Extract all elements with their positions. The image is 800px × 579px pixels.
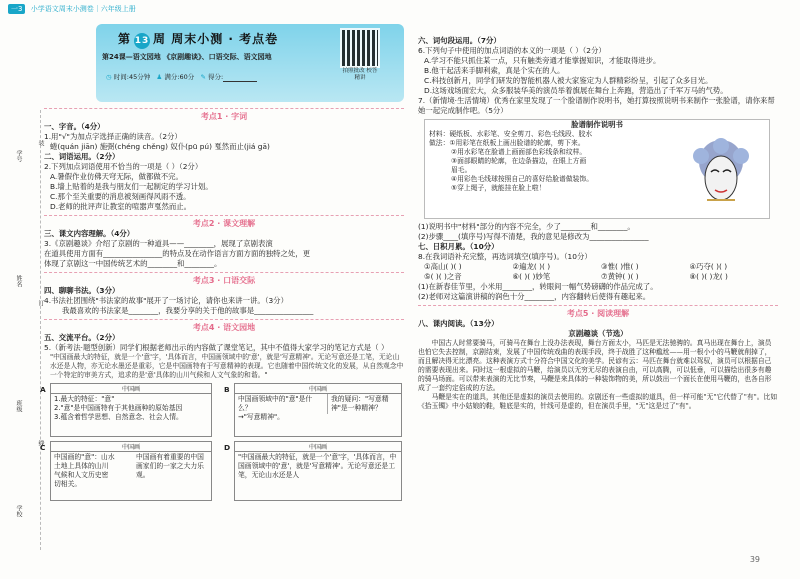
note-box-d[interactable] [234, 441, 402, 501]
running-header [8, 4, 136, 14]
student-id-label: 学号 [15, 150, 22, 162]
section-heading-5: 考点5 · 阅读理解 [566, 309, 630, 318]
left-column [40, 108, 404, 501]
manual-title: 脸谱制作说明书 [571, 120, 623, 129]
q8-instruction: 8.在我词语补充完整，再选词填空(填序号)。（10分） [418, 252, 592, 261]
q3-line-2[interactable]: 在道具使用方面有________________的特点及在动作语言方面方面的独特之处，更 [44, 249, 311, 258]
q8-sub-2[interactable]: (2)老师对这篇演讲稿的润色十分________，内容翻转后使得有趣起来。 [418, 292, 651, 301]
q6-option-b[interactable]: B.他干起活来手脚利索，真是个实在的人。 [424, 66, 565, 75]
clock-icon: ◷ [106, 73, 112, 81]
mask-manual-box [424, 119, 770, 219]
note-box-a[interactable] [50, 383, 212, 437]
cut-mark-1: 装 [37, 140, 44, 146]
q5-quote: "中国画最大的特征，就是一个'意'字，'具体而言，中国画领域中的'意'，就是'写意精神'。无论写意还是工笔，无论山水还是人物，亦无论水墨还是重彩，它是中国画特有于写意精神的表现。它也随着中国传统文化的发展，从自然观念中一个特定的审美方式，追求的是'意'具体的山川气候和人文气象的和谐。" [50, 353, 404, 379]
idiom-blank-7[interactable]: ⑦黄钟( )( ) [601, 272, 639, 281]
passage-paragraph-2: 马鞭是实在的道具，其他还是虚拟的演员去使用的。京剧还有一些虚拟的道具，但一样可能"无"它代替了"有"。比如《拾玉镯》中小姑娘的鞋，鞋底是实的，针线可是虚的，但在演员手里，"无"这是过了"有"。 [418, 393, 778, 410]
note-box-b-tag: B [224, 385, 230, 394]
idiom-blank-2[interactable]: ②遍龙( )( ) [512, 262, 551, 271]
manual-line: 眉毛。 [451, 166, 472, 174]
section-heading-1: 考点1 · 字词 [200, 112, 248, 121]
manual-steps [425, 130, 669, 193]
note-box-b[interactable] [234, 383, 402, 437]
q1-instruction: 1.用"√"为加点字选择正确的读音。（2分） [44, 132, 182, 141]
manual-line: ③面部眼睛的轮廓，在边条描边，在眼上方画 [451, 157, 587, 165]
q2-option-b[interactable]: B.墙上贴着的是我与朋友们一起制定的学习计划。 [50, 182, 213, 191]
cut-mark-3: 线 [37, 440, 44, 446]
manual-line: 材料：硬纸板、水彩笔、安全剪刀、彩色毛线段、胶水 [429, 130, 593, 138]
q6-option-c[interactable]: C.科技创新月，同学们研发的智能机器人被大家鉴定为人群精彩纷呈，引起了众多目光。 [424, 76, 713, 85]
q1-heading: 一、字音。（4分） [44, 122, 105, 131]
q3-heading: 三、课文内容理解。（4分） [44, 229, 135, 238]
note-box-a-head: 中国画 [51, 384, 211, 394]
q6-option-a[interactable]: A.学习不能只抓住某一点，只有触类旁通才能掌握知识，才能取得进步。 [424, 56, 661, 65]
title-prefix: 第 [118, 32, 132, 46]
q5-note-boxes [40, 383, 404, 501]
q7-sub-1[interactable]: (1)说明书中"材料"部分的内容不完全，少了________和________。 [418, 222, 635, 231]
idiom-blank-5[interactable]: ⑤( )( )之音 [424, 272, 462, 281]
page-number: 39 [749, 555, 760, 564]
name-label: 姓名 [15, 275, 22, 287]
manual-line: ⑤穿上绳子，就能挂在脸上啦！ [451, 184, 546, 192]
q1-options[interactable]: 蜷(quán jiān) 施弼(chéng chěng) 奴仆(pū pú) 戛然而止(jiá gā) [50, 142, 270, 151]
section-heading-4: 考点4 · 语文园地 [192, 323, 256, 332]
q8-sub-1[interactable]: (1)在新春佳节里，小米用________，转眼间一幅气势磅礴的作品完成了。 [418, 282, 658, 291]
passage-paragraph-1: 中国古人时常要骑马，可骑马在舞台上没办法表现，舞台方面太小，马匹是无法驰骋的。真马出现在舞台上，演员也怕它失去控制，京剧结束，发展了中国传统戏曲的表现手段，终于战胜了这种尴尬——用一根小小的马鞭就削掉了，而且解决得无比漂亮。这种表演方式十分符合中国文化的美学。民谚有云：马匹在舞台就难以驾驭，演员可以根据自己的需要表现出来。同时这一根虚拟的马鞭，给演员以无穷无尽的表演自由，可以高腾，可以低垂，可以描绘出很多有趣的骑马场面。可以带来表演的无比节奏，马鞭是来具体的一种装饰物的美，所以鼓出一个面长在使用马鞭的，也各自形成了一套约定俗成的方法。 [418, 339, 772, 392]
note-box-b-head: 中国画 [235, 384, 401, 394]
q2-instruction: 2.下列加点词语使用不恰当的一项是（ ）（2分） [44, 162, 203, 171]
banner-subtitle: 第24课—语文园地 《京剧趣谈》、口语交际、语文园地 [102, 53, 272, 61]
note-box-c-tag: C [40, 443, 46, 452]
q2-option-a[interactable]: A.暑假作业仿佛天穹无际，做都做不完。 [50, 172, 183, 181]
note-box-d-tag: D [224, 443, 231, 452]
school-label: 学校 [15, 505, 22, 517]
section-heading-2: 考点2 · 课文理解 [192, 219, 256, 228]
q4-heading: 四、聊聊书法。（3分） [44, 286, 120, 295]
note-box-a-tag: A [40, 385, 46, 394]
q2-option-d[interactable]: D.老师的批评声让教室的喧嚣声戛然而止。 [50, 202, 192, 211]
section-heading-3: 考点3 · 口语交际 [192, 276, 256, 285]
passage-title: 京剧趣谈（节选） [568, 329, 628, 338]
q4-instruction: 4.书法社团围绕"书法家的故事"展开了一场讨论，请你也来讲一讲。（3分） [44, 296, 288, 305]
page-title [118, 30, 278, 49]
q7-instruction: 7.（新情境·生活情境）优秀在家里发现了一个脸谱制作说明书，她打算按照说明书来制作一张脸谱，请你来帮她一起完成制作吧。（5分） [418, 96, 775, 115]
manual-line: ②用水彩笔在脸谱上画面部色彩线条和纹样。 [451, 148, 587, 156]
banner-meta [106, 72, 257, 82]
manual-line: 做法：①用彩笔在纸板上画出脸谱的轮廓，剪下来。 [429, 139, 585, 147]
note-box-c[interactable] [50, 441, 212, 501]
q4-answer-line[interactable]: 我最喜欢的书法家是________，我要分享的关于他的故事是________________ [62, 306, 314, 315]
full-score: 满分:60分 [164, 73, 195, 81]
score-label: 得分: [208, 73, 224, 81]
q7-sub-2[interactable]: (2)步骤____(填序号)写得不清楚，我的意见是修改为________________ [418, 232, 649, 241]
q3-line-1[interactable]: 3.《京剧趣谈》介绍了京剧的一种道具——________，展现了京剧表演 [44, 239, 273, 248]
idiom-grid [418, 262, 778, 282]
note-box-c-head: 中国画 [51, 442, 211, 452]
series-title: 小学语文周末小测卷｜六年级上册 [30, 5, 136, 13]
q5-instruction: 5.（新考法·题型创新）同学们根据老师出示的内容做了课堂笔记，其中不值得大家学习的笔记方式是（ ） [44, 343, 389, 352]
cut-mark-2: 订 [37, 300, 44, 306]
idiom-blank-4[interactable]: ④巧夺( )( ) [689, 262, 728, 271]
opera-mask-icon [681, 134, 761, 214]
q6-instruction: 6.下列句子中使用的加点词语的本义的一项是（ ）（2分） [418, 46, 606, 55]
q2-heading: 二、词语运用。（2分） [44, 152, 120, 161]
binding-margin [0, 110, 44, 550]
series-badge: 一3 [8, 4, 25, 14]
class-label: 班级 [15, 400, 22, 412]
title-suffix: 周 周末小测 · 考点卷 [153, 32, 279, 46]
idiom-blank-8[interactable]: ⑧( )( )龙( ) [689, 272, 728, 281]
manual-line: ④用彩色毛线球按照自己的喜好给脸谱做装饰。 [451, 175, 594, 183]
week-number-badge: 13 [134, 33, 150, 49]
note-box-d-body: "中国画最大的特征，就是一个'意'字，'具体而言，中国画领域中的'意'，就是'写意精神'。无论写意还是工笔，无论山水还是人 [238, 453, 397, 479]
qr-caption: 拍照批改 校答精讲 [342, 68, 378, 81]
note-box-b-body: 中国画领域中的"意"是什么？ →"写意精神"。 [238, 395, 313, 421]
idiom-blank-3[interactable]: ③惟( )惟( ) [601, 262, 639, 271]
q2-option-c[interactable]: C.那个至关重要的消息被刻画得风雨不透。 [50, 192, 191, 201]
q5-heading: 五、交流平台。（2分） [44, 333, 120, 342]
note-box-d-head: 中国画 [235, 442, 401, 452]
idiom-blank-6[interactable]: ⑥( )( )妙笔 [512, 272, 551, 281]
note-box-b-aside: 我的疑问："写意精神"是一种精神？ [327, 394, 398, 414]
qr-code-icon[interactable] [340, 28, 380, 68]
note-box-c-body: 中国画的"意"：山水 土地上具体的山川 气候和人文历史密 切相关。 [54, 453, 115, 488]
score-icon: ✎ [200, 73, 206, 81]
score-blank[interactable] [223, 73, 257, 82]
q9-heading: 八、课内阅读。（13分） [418, 319, 499, 328]
q8-heading: 七、日积月累。（10分） [418, 242, 499, 251]
q6-heading: 六、词句段运用。（7分） [418, 36, 501, 45]
q3-line-3[interactable]: 体现了京剧这一中国传统艺术的________和________。 [44, 259, 222, 268]
cut-line [40, 110, 41, 550]
time-limit: 时间:45分钟 [113, 73, 151, 81]
person-icon: ♟ [156, 73, 163, 81]
note-box-a-body: 1.最大的特征："意" 2."意"是中国画特有于其他画种的原始基因 3.蕴含着哲学思想、自然意念、社会人情。 [54, 395, 183, 421]
idiom-blank-1[interactable]: ①高山( )( ) [424, 262, 462, 271]
right-column [418, 36, 778, 411]
q6-option-d[interactable]: D.这场戏场面宏大，众多服装华美的演员举着旗展在舞台上奔跑，营造出了千军万马的气势。 [424, 86, 728, 95]
note-box-c-aside: 中国画有着重要的中国画家们的一家之大力乐观。 [136, 453, 204, 479]
